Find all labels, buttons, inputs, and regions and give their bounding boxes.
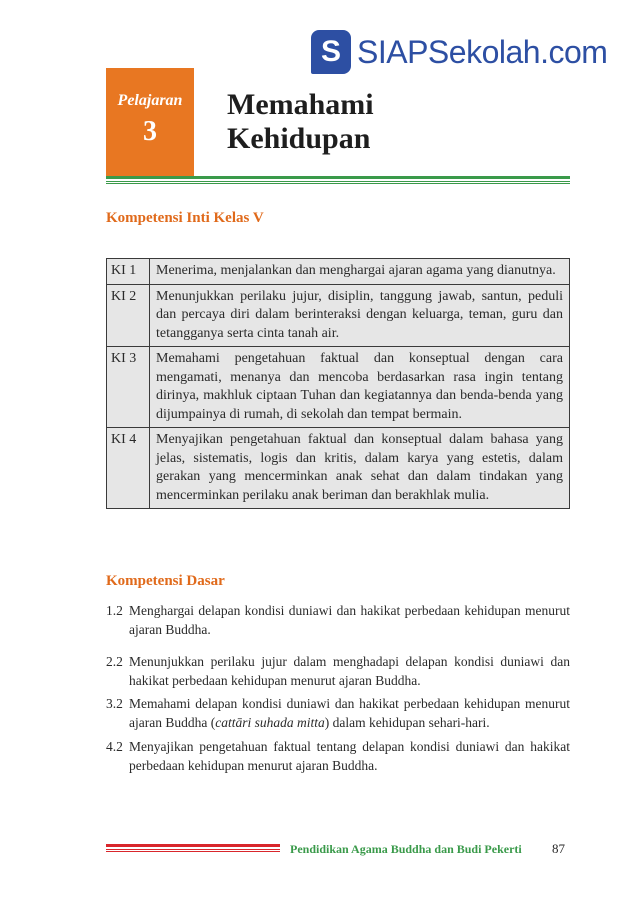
- logo-badge-icon: S: [311, 30, 351, 74]
- kd-heading: Kompetensi Dasar: [106, 573, 225, 589]
- kd-text: [106, 694, 570, 732]
- lesson-label: Pelajaran: [117, 92, 183, 109]
- table-row: [107, 347, 570, 428]
- ki-text: Menunjukkan perilaku jujur, disiplin, tanggung jawab, santun, peduli dan percaya diri dalam berinteraksi dengan keluarga, teman, guru dan tetangganya serta cinta tanah air.: [150, 284, 570, 347]
- chapter-title-line-1: Memahami: [227, 88, 374, 121]
- list-item: [106, 737, 570, 775]
- footer-divider: [106, 844, 280, 852]
- ki-code: KI 3: [107, 347, 150, 428]
- footer-book-title: Pendidikan Agama Buddha dan Budi Pekerti: [290, 842, 522, 856]
- ki-table: [106, 258, 570, 509]
- ki-code: KI 2: [107, 284, 150, 347]
- kd-text: Menunjukkan perilaku jujur dalam menghadapi delapan kondisi duniawi dan hakikat perbedaan kehidupan menurut ajaran Buddha.: [129, 654, 570, 688]
- kd-text-part: ) dalam kehidupan sehari-hari.: [324, 715, 490, 730]
- ki-text: Memahami pengetahuan faktual dan konseptual dengan cara mengamati, menanya dan mencoba berdasarkan rasa ingin tentang dirinya, makhluk ciptaan Tuhan dan kegiatannya dan benda-benda yang dijumpainya di rumah, di sekolah dan tempat bermain.: [150, 347, 570, 428]
- kd-number: 4.2: [106, 739, 123, 754]
- table-row: [107, 428, 570, 509]
- list-item: [106, 694, 570, 732]
- lesson-number: 3: [143, 116, 157, 147]
- table-row: [107, 284, 570, 347]
- title-divider: [106, 176, 570, 184]
- kd-number: 1.2: [106, 603, 123, 618]
- ki-text: Menerima, menjalankan dan menghargai ajaran agama yang dianutnya.: [150, 259, 570, 285]
- kd-text-part: Memahami delapan kondisi duniawi dan hakikat perbedaan kehidupan menurut ajaran Buddha (: [129, 696, 570, 730]
- page-number: 87: [552, 841, 565, 856]
- list-item: [106, 601, 570, 639]
- lesson-badge: [106, 68, 194, 176]
- ki-text: Menyajikan pengetahuan faktual dan konseptual dalam bahasa yang jelas, sistematis, logis dan kritis, dalam karya yang estetis, dalam gerakan yang mencerminkan anak sehat dan dalam tindakan yang mencerminkan perilaku anak beriman dan berakhlak mulia.: [150, 428, 570, 509]
- list-item: [106, 652, 570, 690]
- chapter-title-line-2: Kehidupan: [227, 122, 371, 155]
- kd-number: 3.2: [106, 696, 123, 711]
- ki-code: KI 4: [107, 428, 150, 509]
- ki-heading: Kompetensi Inti Kelas V: [106, 210, 264, 226]
- table-row: [107, 259, 570, 285]
- logo-text: SIAPSekolah.com: [357, 33, 608, 70]
- kd-italic-term: cattāri suhada mitta: [215, 715, 325, 730]
- kd-number: 2.2: [106, 654, 123, 669]
- chapter-title: [227, 88, 374, 156]
- siapsekolah-logo: [311, 30, 607, 74]
- kd-text: Menghargai delapan kondisi duniawi dan hakikat perbedaan kehidupan menurut ajaran Buddha.: [129, 603, 570, 637]
- ki-code: KI 1: [107, 259, 150, 285]
- kd-text: Menyajikan pengetahuan faktual tentang delapan kondisi duniawi dan hakikat perbedaan kehidupan menurut ajaran Buddha.: [129, 739, 570, 773]
